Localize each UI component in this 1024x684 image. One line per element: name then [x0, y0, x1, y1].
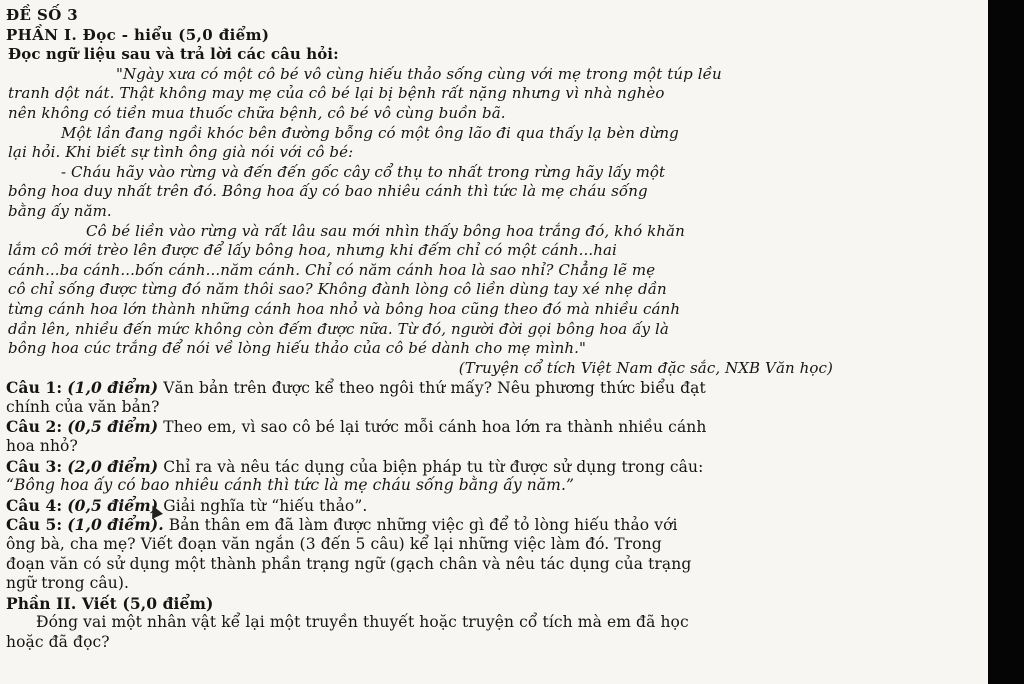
passage-line: cánh...ba cánh...bốn cánh...năm cánh. Chỉ có năm cánh hoa là sao nhỉ? Chẳng lẽ mẹ [8, 260, 656, 279]
question-label: Câu 3: [6, 456, 63, 476]
passage-source: (Truyện cổ tích Việt Nam đặc sắc, NXB Văn học) [458, 358, 833, 377]
screen-edge [988, 0, 1024, 684]
passage-line: Một lần đang ngồi khóc bên đường bỗng có một ông lão đi qua thấy lạ bèn dừng [61, 123, 679, 142]
passage-line: - Cháu hãy vào rừng và đến đến gốc cây cổ thụ to nhất trong rừng hãy lấy một [61, 162, 666, 181]
question-3 [6, 457, 981, 496]
question-text: Chỉ ra và nêu tác dụng của biện pháp tu từ được sử dụng trong câu: [163, 457, 704, 476]
passage-line: "Ngày xưa có một cô bé vô cùng hiếu thảo sống cùng với mẹ trong một túp lều [116, 64, 722, 83]
question-2 [6, 417, 981, 456]
question-1 [6, 378, 981, 417]
passage-line: bông hoa duy nhất trên đó. Bông hoa ấy có bao nhiêu cánh thì tức là mẹ cháu sống [8, 182, 648, 201]
question-text: ngữ trong câu). [6, 574, 129, 593]
exam-document [6, 6, 981, 653]
question-5 [6, 515, 981, 593]
passage-line: Cô bé liền vào rừng và rất lâu sau mới nhìn thấy bông hoa trắng đó, khó khăn [86, 221, 685, 240]
question-text: hoa nhỏ? [6, 437, 78, 456]
question-text: Giải nghĩa từ “hiếu thảo”. [163, 496, 368, 515]
question-label: Câu 2: [6, 417, 63, 437]
question-points: (0,5 điểm) [67, 417, 159, 437]
question-text: Theo em, vì sao cô bé lại tước mỗi cánh hoa lớn ra thành nhiều cánh [163, 418, 707, 437]
part2-prompt: hoặc đã đọc? [6, 633, 110, 651]
question-text: chính của văn bản? [6, 397, 160, 416]
passage-line: bông hoa cúc trắng để nói về lòng hiếu thảo của cô bé dành cho mẹ mình." [8, 339, 586, 358]
question-label: Câu 5: [6, 515, 63, 535]
passage-line: lại hỏi. Khi biết sự tình ông già nói với cô bé: [8, 143, 354, 162]
part2-heading: Phần II. Viết (5,0 điểm) [6, 593, 214, 613]
question-points: (1,0 điểm) [67, 378, 159, 398]
passage-line: tranh dột nát. Thật không may mẹ của cô bé lại bị bệnh rất nặng nhưng vì nhà nghèo [8, 84, 665, 103]
question-points: (2,0 điểm) [67, 456, 159, 476]
question-text: ông bà, cha mẹ? Viết đoạn văn ngắn (3 đến 5 câu) kể lại những việc làm đó. Trong [6, 535, 662, 554]
passage-line: cô chỉ sống được từng đó năm thôi sao? Không đành lòng cô liền dùng tay xé nhẹ dần [8, 280, 667, 299]
reading-instruction: Đọc ngữ liệu sau và trả lời các câu hỏi: [8, 45, 339, 64]
passage-line: lắm cô mới trèo lên được để lấy bông hoa, nhưng khi đếm chỉ có một cánh...hai [8, 241, 617, 260]
question-text: đoạn văn có sử dụng một thành phần trạng ngữ (gạch chân và nêu tác dụng của trạng [6, 554, 692, 573]
question-points: (1,0 điểm). [67, 515, 164, 535]
passage-line: nên không có tiền mua thuốc chữa bệnh, cô bé vô cùng buồn bã. [8, 103, 506, 122]
exam-title: ĐỀ SỐ 3 [6, 6, 79, 24]
question-label: Câu 4: [6, 495, 63, 515]
part2-prompt: Đóng vai một nhân vật kể lại một truyền thuyết hoặc truyện cổ tích mà em đã học [36, 613, 689, 632]
question-quote: “Bông hoa ấy có bao nhiêu cánh thì tức là mẹ cháu sống bằng ấy năm.” [6, 476, 574, 495]
question-text: Văn bản trên được kể theo ngôi thứ mấy? Nêu phương thức biểu đạt [163, 379, 706, 398]
part1-heading: PHẦN I. Đọc - hiểu (5,0 điểm) [6, 25, 270, 44]
question-points: (0,5 điểm) [67, 495, 159, 515]
question-label: Câu 1: [6, 378, 63, 398]
question-text: Bản thân em đã làm được những việc gì để tỏ lòng hiếu thảo với [168, 516, 678, 535]
passage [6, 65, 981, 379]
passage-line: dần lên, nhiều đến mức không còn đếm được nữa. Từ đó, người đời gọi bông hoa ấy là [8, 319, 669, 338]
passage-line: bằng ấy năm. [8, 201, 112, 220]
passage-line: từng cánh hoa lớn thành những cánh hoa nhỏ và bông hoa cũng theo đó mà nhiều cánh [8, 299, 681, 318]
